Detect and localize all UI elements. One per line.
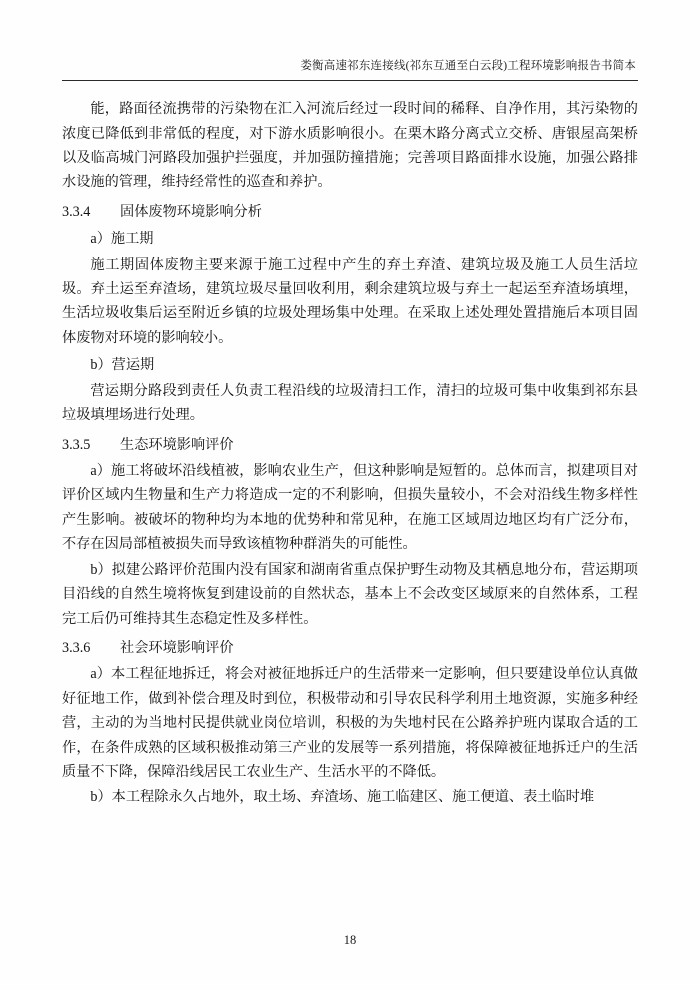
subheading-3-3-4-b: b）营运期 — [90, 357, 155, 374]
heading-3-3-4-number: 3.3.4 — [62, 203, 91, 220]
heading-3-3-4 — [62, 200, 638, 224]
paragraph-3-3-5-b: b）拟建公路评价范围内没有国家和湖南省重点保护野生动物及其栖息地分布，营运期项目沿线的自然生境将恢复到建设前的自然状态，基本上不会改变区域原来的自然体系，工程完工后仍可维持其生态稳定性及多样性。 — [62, 561, 638, 627]
document-body — [62, 97, 638, 810]
header-divider — [62, 80, 638, 81]
paragraph-3-3-6-a: a）本工程征地拆迁，将会对被征地拆迁户的生活带来一定影响，但只要建设单位认真做好征地工作，做到补偿合理及时到位，积极带动和引导农民科学利用土地资源，实施多种经营，主动的为当地村民提供就业岗位培训，积极的为失地村民在公路养护班内谋取合适的工作，在条件成熟的区域积极推动第三产业的发展等一系列措施，将保障被征地拆迁户的生活质量不下降，保障沿线居民工农业生产、生活水平的不降低。 — [62, 666, 638, 781]
paragraph-3-3-4-b: 营运期分路段到责任人负责工程沿线的垃圾清扫工作，清扫的垃圾可集中收集到祁东县垃圾填埋场进行处理。 — [62, 382, 638, 424]
heading-3-3-6-title: 社会环境影响评价 — [120, 639, 234, 656]
heading-3-3-4-title: 固体废物环境影响分析 — [120, 203, 262, 220]
paragraph-3-3-5-a: a）施工将破坏沿线植被，影响农业生产，但这种影响是短暂的。总体而言，拟建项目对评价区域内生物量和生产力将造成一定的不利影响，但损失量较小，不会对沿线生物多样性产生影响。被破坏的物种均为本地的优势种和常见种，在施工区域周边地区均有广泛分布，不存在因局部植被损失而导致该植物种群消失的可能性。 — [62, 463, 638, 553]
running-header — [62, 58, 638, 74]
heading-3-3-5 — [62, 433, 638, 457]
paragraph-continued: 能，路面径流携带的污染物在汇入河流后经过一段时间的稀释、自净作用，其污染物的浓度已降低到非常低的程度，对下游水质影响很小。在栗木路分离式立交桥、唐银屋高架桥以及临高城门河路段加强护拦强度，并加强防撞措施；完善项目路面排水设施，加强公路排水设施的管理，维持经常性的巡查和养护。 — [62, 101, 638, 191]
page-footer — [0, 933, 700, 948]
paragraph-3-3-6-b: b）本工程除永久占地外，取土场、弃渣场、施工临建区、施工便道、表土临时堆 — [90, 789, 595, 806]
heading-3-3-6-number: 3.3.6 — [62, 639, 91, 656]
heading-3-3-5-title: 生态环境影响评价 — [120, 436, 234, 453]
running-header-text: 娄衡高速祁东连接线(祁东互通至白云段)工程环境影响报告书简本 — [300, 60, 636, 72]
paragraph-3-3-4-a: 施工期固体废物主要来源于施工过程中产生的弃土弃渣、建筑垃圾及施工人员生活垃圾。弃土运至弃渣场，建筑垃圾尽量回收利用，剩余建筑垃圾与弃土一起运至弃渣场填埋，生活垃圾收集后运至附近乡镇的垃圾处理场集中处理。在采取上述处理处置措施后本项目固体废物对环境的影响较小。 — [62, 256, 638, 346]
heading-3-3-5-number: 3.3.5 — [62, 436, 91, 453]
page-number: 18 — [343, 933, 357, 947]
heading-3-3-6 — [62, 636, 638, 660]
subheading-3-3-4-a: a）施工期 — [90, 231, 154, 248]
